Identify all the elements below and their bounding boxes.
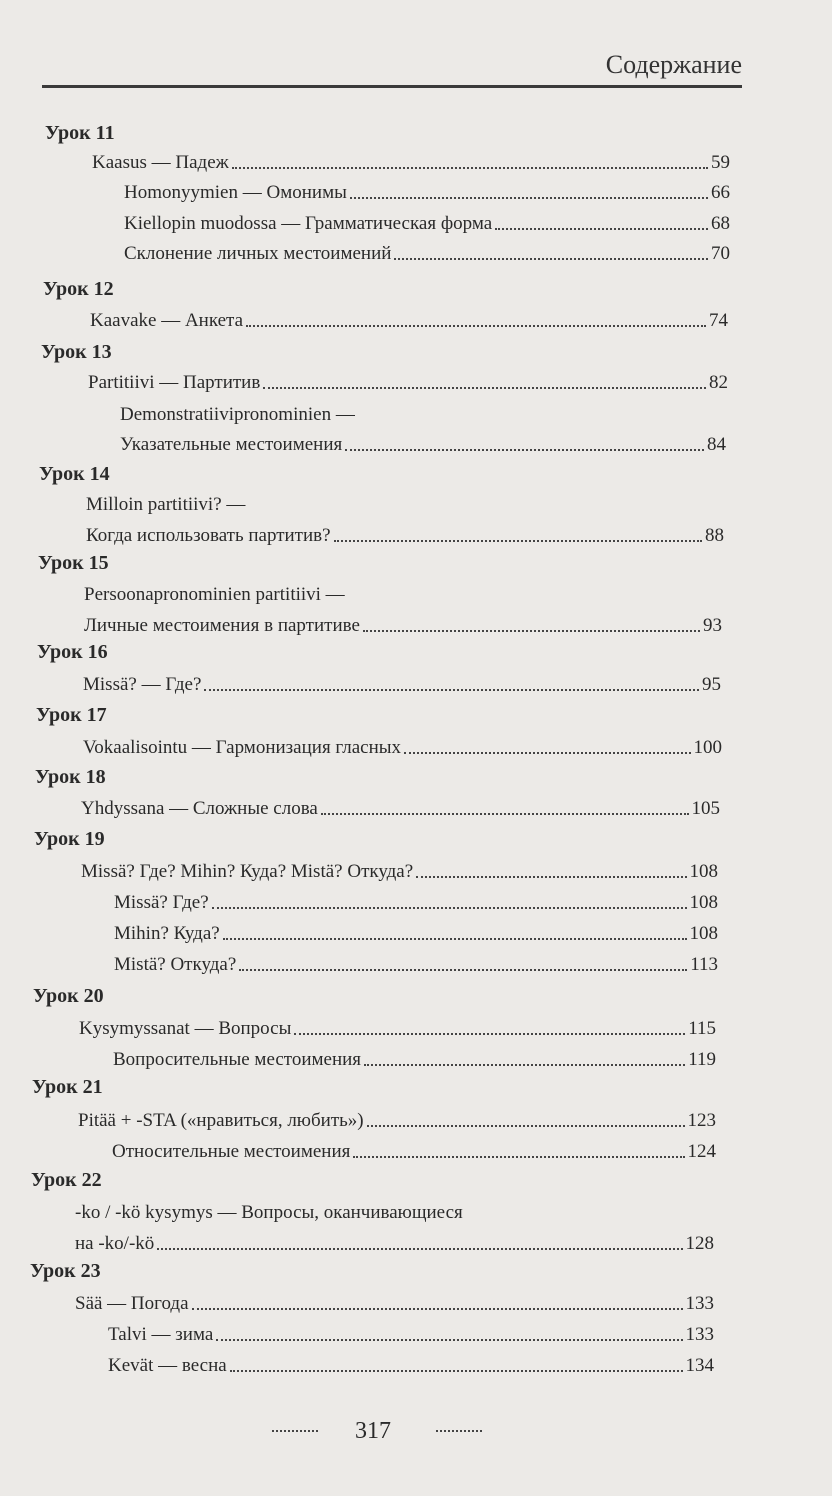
toc-entry bbox=[120, 434, 726, 456]
toc-entry bbox=[112, 1141, 716, 1163]
toc-entry bbox=[83, 737, 722, 759]
leader-dots bbox=[394, 258, 708, 260]
leader-dots bbox=[364, 1064, 685, 1066]
toc-entry bbox=[86, 525, 724, 547]
lesson-heading: Урок 20 bbox=[33, 985, 104, 1007]
toc-entry-page: 82 bbox=[709, 372, 728, 393]
lesson-heading: Урок 14 bbox=[39, 463, 110, 485]
toc-entry-title: Kaavake — Анкета bbox=[90, 310, 244, 331]
toc-entry bbox=[124, 213, 730, 235]
lesson-heading: Урок 18 bbox=[35, 766, 106, 788]
toc-entry-page: 59 bbox=[711, 152, 730, 173]
toc-entry-title: на -ko/-kö bbox=[75, 1233, 155, 1254]
toc-entry-title: Относительные местоимения bbox=[112, 1141, 351, 1162]
leader-dots bbox=[204, 689, 699, 691]
toc-entry bbox=[114, 954, 718, 976]
toc-entry-title: Указательные местоимения bbox=[120, 434, 343, 455]
toc-entry-title: Mihin? Куда? bbox=[114, 923, 220, 944]
footer-dots-left bbox=[272, 1430, 318, 1432]
toc-entry-page: 108 bbox=[689, 892, 718, 913]
leader-dots bbox=[246, 325, 706, 327]
leader-dots bbox=[363, 630, 700, 632]
toc-entry-page: 95 bbox=[702, 674, 721, 695]
leader-dots bbox=[495, 228, 708, 230]
leader-dots bbox=[223, 938, 687, 940]
toc-entry-title: Vokaalisointu — Гармонизация гласных bbox=[83, 737, 402, 758]
toc-entry-title: Kaasus — Падеж bbox=[92, 152, 229, 173]
toc-entry-title: Missä? Где? Mihin? Куда? Mistä? Откуда? bbox=[81, 861, 414, 882]
lesson-heading: Урок 12 bbox=[43, 278, 114, 300]
toc-entry-page: 119 bbox=[688, 1049, 716, 1070]
leader-dots bbox=[353, 1156, 684, 1158]
toc-entry bbox=[81, 798, 720, 820]
toc-entry-page: 133 bbox=[685, 1293, 714, 1314]
lesson-heading: Урок 13 bbox=[41, 341, 112, 363]
toc-entry-page: 68 bbox=[711, 213, 730, 234]
toc-entry bbox=[81, 861, 718, 883]
lesson-heading: Урок 19 bbox=[34, 828, 105, 850]
toc-entry bbox=[108, 1355, 714, 1377]
toc-entry bbox=[114, 923, 718, 945]
page-footer bbox=[0, 1418, 832, 1448]
toc-entry-page: 88 bbox=[705, 525, 724, 546]
leader-dots bbox=[345, 449, 704, 451]
toc-entry-first-line: Demonstratiivipronominien — bbox=[120, 404, 355, 425]
toc-entry-page: 108 bbox=[689, 861, 718, 882]
page-number: 317 bbox=[355, 1418, 391, 1444]
toc-entry-title: Kiellopin muodossa — Грамматическая форма bbox=[124, 213, 493, 234]
toc-entry-title: Missä? — Где? bbox=[83, 674, 202, 695]
toc-entry bbox=[79, 1018, 716, 1040]
toc-entry bbox=[124, 182, 730, 204]
toc-entry-first-line: Persoonapronominien partitiivi — bbox=[84, 584, 345, 605]
leader-dots bbox=[367, 1125, 685, 1127]
toc-entry bbox=[83, 674, 721, 696]
toc-entry-page: 66 bbox=[711, 182, 730, 203]
toc-entry-page: 134 bbox=[685, 1355, 714, 1376]
toc-entry-title: Pitää + -STA («нравиться, любить») bbox=[78, 1110, 364, 1131]
leader-dots bbox=[232, 167, 708, 169]
toc-entry-title: Talvi — зима bbox=[108, 1324, 214, 1345]
toc-entry-title: Вопросительные местоимения bbox=[113, 1049, 362, 1070]
toc-entry-page: 93 bbox=[703, 615, 722, 636]
toc-entry-page: 124 bbox=[687, 1141, 716, 1162]
lesson-heading: Урок 16 bbox=[37, 641, 108, 663]
leader-dots bbox=[334, 540, 702, 542]
toc-entry bbox=[90, 310, 728, 332]
toc-entry-title: Yhdyssana — Сложные слова bbox=[81, 798, 318, 819]
toc-entry-title: Mistä? Откуда? bbox=[114, 954, 237, 975]
toc-entry-title: Kevät — весна bbox=[108, 1355, 227, 1376]
leader-dots bbox=[263, 387, 706, 389]
toc-entry-page: 70 bbox=[711, 243, 730, 264]
leader-dots bbox=[321, 813, 689, 815]
toc-entry bbox=[124, 243, 730, 265]
leader-dots bbox=[416, 876, 686, 878]
lesson-heading: Урок 23 bbox=[30, 1260, 101, 1282]
toc-entry-title: Личные местоимения в партитиве bbox=[84, 615, 360, 636]
toc-entry-page: 113 bbox=[690, 954, 718, 975]
toc-entry-first-line: Milloin partitiivi? — bbox=[86, 494, 246, 515]
header-rule bbox=[42, 85, 742, 88]
toc-entry-page: 115 bbox=[688, 1018, 716, 1039]
toc-entry-page: 133 bbox=[685, 1324, 714, 1345]
toc-entry-title: Kysymyssanat — Вопросы bbox=[79, 1018, 292, 1039]
toc-entry-title: Homonyymien — Омонимы bbox=[124, 182, 347, 203]
toc-entry-title: Sää — Погода bbox=[75, 1293, 189, 1314]
toc-entry bbox=[88, 372, 728, 394]
leader-dots bbox=[157, 1248, 682, 1250]
toc-entry-page: 100 bbox=[693, 737, 722, 758]
toc-entry bbox=[92, 152, 730, 174]
toc-entry bbox=[108, 1324, 714, 1346]
toc-entry bbox=[78, 1110, 716, 1132]
toc-entry bbox=[75, 1233, 714, 1255]
lesson-heading: Урок 21 bbox=[32, 1076, 103, 1098]
footer-dots-right bbox=[436, 1430, 482, 1432]
toc-entry-title: Missä? Где? bbox=[114, 892, 209, 913]
toc-entry-page: 105 bbox=[691, 798, 720, 819]
leader-dots bbox=[192, 1308, 683, 1310]
toc-entry-page: 123 bbox=[687, 1110, 716, 1131]
leader-dots bbox=[212, 907, 687, 909]
toc-entry-first-line: -ko / -kö kysymys — Вопросы, оканчивающиеся bbox=[75, 1202, 463, 1223]
lesson-heading: Урок 22 bbox=[31, 1169, 102, 1191]
toc-entry-page: 128 bbox=[685, 1233, 714, 1254]
toc-entry-page: 108 bbox=[689, 923, 718, 944]
toc-entry bbox=[75, 1293, 714, 1315]
toc-entry bbox=[113, 1049, 716, 1071]
lesson-heading: Урок 11 bbox=[45, 122, 115, 144]
leader-dots bbox=[294, 1033, 685, 1035]
lesson-heading: Урок 15 bbox=[38, 552, 109, 574]
lesson-heading: Урок 17 bbox=[36, 704, 107, 726]
page-title: Содержание bbox=[605, 50, 742, 79]
toc-entry-page: 74 bbox=[709, 310, 728, 331]
leader-dots bbox=[230, 1370, 683, 1372]
leader-dots bbox=[404, 752, 690, 754]
toc-entry-page: 84 bbox=[707, 434, 726, 455]
toc-entry bbox=[84, 615, 722, 637]
toc-entry-title: Partitiivi — Партитив bbox=[88, 372, 261, 393]
leader-dots bbox=[216, 1339, 682, 1341]
leader-dots bbox=[350, 197, 708, 199]
toc-entry-title: Когда использовать партитив? bbox=[86, 525, 331, 546]
leader-dots bbox=[239, 969, 687, 971]
toc-entry-title: Склонение личных местоимений bbox=[124, 243, 392, 264]
toc-entry bbox=[114, 892, 718, 914]
